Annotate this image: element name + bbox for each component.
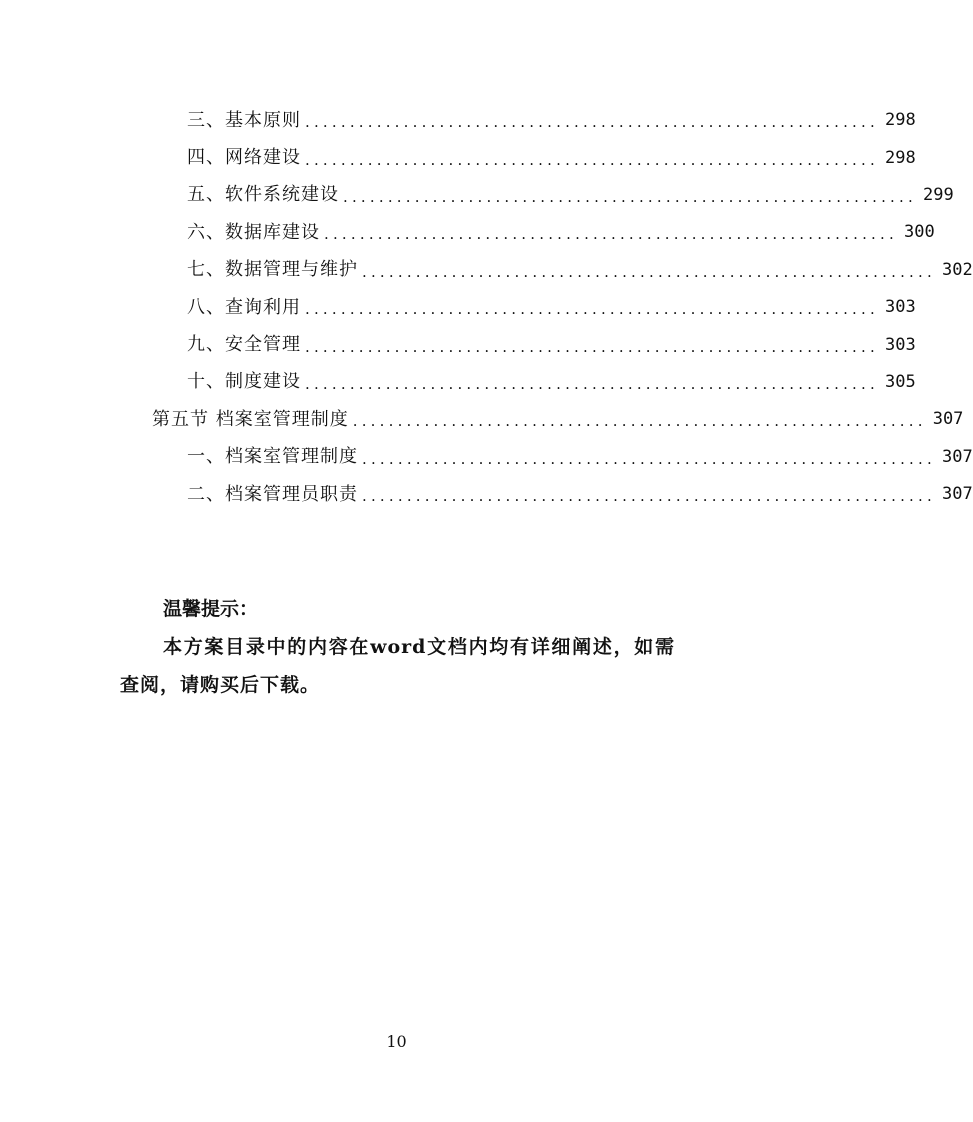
toc-leader-dots: ................................................................: [324, 225, 898, 244]
toc-leader-dots: ................................................................: [305, 150, 879, 169]
toc-leader-dots: ................................................................: [305, 113, 879, 132]
table-of-contents: [0, 102, 973, 513]
toc-entry[interactable]: [0, 326, 916, 363]
toc-entry-page: 300: [903, 222, 935, 243]
toc-entry-page: 305: [884, 371, 916, 392]
toc-leader-dots: ................................................................: [362, 262, 936, 281]
toc-leader-dots: ................................................................: [362, 487, 936, 506]
toc-entry-title: 第五节 档案室管理制度: [152, 408, 349, 430]
toc-section-entry[interactable]: [0, 401, 964, 438]
toc-entry-page: 307: [941, 446, 973, 467]
toc-entry-page: 307: [941, 484, 973, 505]
toc-entry-title: 二、档案管理员职责: [187, 483, 358, 505]
toc-entry[interactable]: [0, 102, 916, 139]
toc-entry-title: 十、制度建设: [187, 371, 301, 393]
toc-entry-title: 七、数据管理与维护: [187, 259, 358, 281]
toc-leader-dots: ................................................................: [305, 374, 879, 393]
toc-entry[interactable]: [0, 252, 973, 289]
toc-entry-page: 303: [884, 297, 916, 318]
notice-body: 本方案目录中的内容在word文档内均有详细阐述，如需查阅，请购买后下载。: [120, 636, 675, 696]
toc-entry-page: 307: [932, 409, 964, 430]
toc-entry[interactable]: [0, 439, 973, 476]
toc-entry-title: 六、数据库建设: [187, 221, 320, 243]
toc-entry-page: 302: [941, 259, 973, 280]
toc-entry-page: 299: [922, 184, 954, 205]
toc-entry-title: 三、基本原则: [187, 109, 301, 131]
toc-entry-page: 298: [884, 147, 916, 168]
page-number: 10: [386, 1032, 407, 1051]
toc-entry-page: 303: [884, 334, 916, 355]
toc-entry-title: 一、档案室管理制度: [187, 446, 358, 468]
toc-entry-title: 八、查询利用: [187, 296, 301, 318]
toc-entry[interactable]: [0, 289, 916, 326]
toc-entry-title: 四、网络建设: [187, 147, 301, 169]
toc-entry[interactable]: [0, 139, 916, 176]
toc-entry[interactable]: [0, 364, 916, 401]
toc-entry[interactable]: [0, 476, 973, 513]
toc-leader-dots: ................................................................: [352, 412, 927, 431]
toc-leader-dots: ................................................................: [362, 449, 936, 468]
notice-heading: 温馨提示：: [163, 598, 259, 620]
toc-entry[interactable]: [0, 177, 954, 214]
toc-leader-dots: ................................................................: [343, 187, 917, 206]
toc-leader-dots: ................................................................: [305, 300, 879, 319]
toc-entry-page: 298: [884, 110, 916, 131]
toc-entry-title: 五、软件系统建设: [187, 184, 339, 206]
toc-entry[interactable]: [0, 214, 935, 251]
toc-entry-title: 九、安全管理: [187, 334, 301, 356]
notice-block: [120, 590, 675, 704]
toc-leader-dots: ................................................................: [305, 337, 879, 356]
